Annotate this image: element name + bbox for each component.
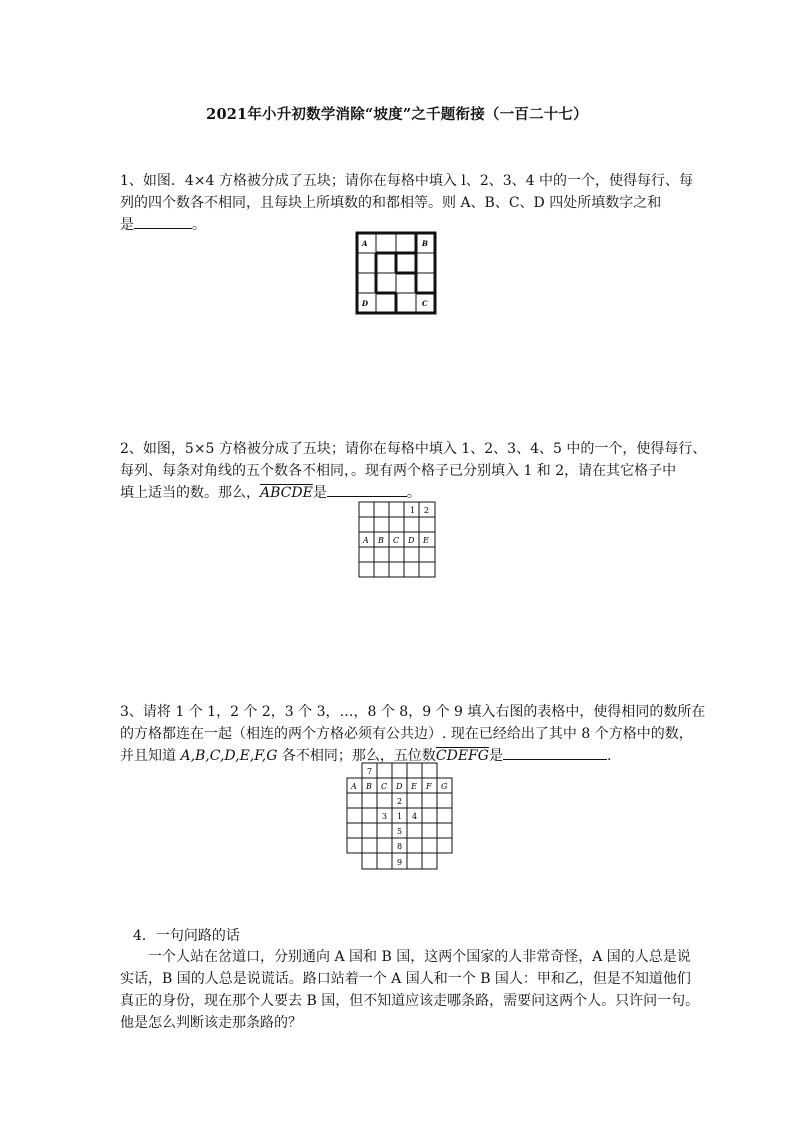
q3-label-c: C	[381, 782, 388, 791]
q2-line-3: 填上适当的数。那么，ABCDE是 。	[120, 482, 678, 504]
q4-line-1: 一个人站在岔道口，分别通向 A 国和 B 国，这两个国家的人非常奇怪，A 国的人总是说	[148, 949, 691, 965]
q3-label-b: B	[366, 782, 372, 791]
abcde-overline: ABCDE	[260, 485, 313, 501]
question-3	[120, 701, 706, 767]
q3-num-4: 4	[412, 812, 418, 821]
question-2	[120, 438, 707, 504]
answer-blank	[327, 482, 407, 497]
q2-line-1: 2、如图，5×5 方格被分成了五块；请你在每格中填入 1、2、3、4、5 中的一个，使得每行、	[120, 441, 707, 457]
page-title: 2021年小升初数学消除“坡度”之千题衔接（一百二十七）	[206, 106, 588, 123]
q1-line-2: 列的四个数各不相同，且每块上所填数的和都相等。则 A、B、C、D 四处所填数字之和	[120, 195, 662, 211]
q2-line-2: 每列、每条对角线的五个数各不相同，。现有两个格子已分别填入 1 和 2，请在其它格子中	[120, 463, 677, 479]
q3-top-7: 7	[367, 767, 373, 776]
q3-line-3: 并且知道 A,B,C,D,E,F,G 各不相同；那么，五位数CDEFG是 .	[120, 745, 678, 767]
q4-line-3: 真正的身份，现在那个人要去 B 国，但不知道应该走哪条路，需要问这两个人。只许问一句。	[120, 993, 700, 1009]
q1-label-b: B	[422, 239, 428, 248]
q3-num-9: 9	[397, 858, 403, 867]
q3-num-5: 5	[397, 827, 403, 836]
q2-label-b: B	[378, 536, 384, 545]
q3-line-2: 的方格都连在一起（相连的两个方格必须有公共边）. 现在已经给出了其中 8 个方格中的数，	[120, 726, 693, 742]
q3-label-d: D	[396, 782, 403, 791]
q3-num-3: 3	[382, 812, 388, 821]
q2-given-2: 2	[424, 506, 430, 515]
q3-grid	[345, 762, 457, 872]
q1-line-1: 1、如图．4×4 方格被分成了五块；请你在每格中填入 l、2、3、4 中的一个，使得每行、每	[120, 173, 693, 189]
q4-line-2: 实话，B 国的人总是说谎话。路口站着一个 A 国人和一个 B 国人：甲和乙，但是不知道他们	[120, 971, 691, 987]
cdefg-overline: CDEFG	[435, 748, 489, 764]
q3-num-2: 2	[397, 797, 403, 806]
q3-label-e: E	[411, 782, 417, 791]
q3-num-1: 1	[397, 812, 403, 821]
q3-label-f: F	[426, 782, 432, 791]
q1-grid	[354, 230, 438, 316]
q3-num-8: 8	[397, 842, 403, 851]
question-1	[120, 170, 693, 236]
q2-label-e: E	[423, 536, 429, 545]
q3-line-1: 3、请将 1 个 1，2 个 2，3 个 3，…，8 个 8，9 个 9 填入右图的表格中，使得相同的数所在	[120, 704, 706, 720]
question-4	[120, 946, 700, 1034]
q2-label-d: D	[408, 536, 415, 545]
q4-line-4: 他是怎么判断该走那条路的？	[120, 1015, 302, 1031]
answer-blank	[134, 214, 192, 229]
q2-label-c: C	[393, 536, 400, 545]
q4-heading: 4．一句问路的话	[133, 928, 240, 944]
answer-blank	[503, 745, 607, 760]
q3-label-g: G	[441, 782, 448, 791]
q1-label-d: D	[362, 299, 369, 308]
q1-label-c: C	[422, 299, 428, 308]
q2-given-1: 1	[410, 506, 416, 515]
q1-line-3: 是 。	[120, 214, 678, 236]
q3-label-a: A	[351, 782, 357, 791]
q1-label-a: A	[362, 239, 368, 248]
q2-grid	[358, 501, 438, 579]
q2-label-a: A	[363, 536, 369, 545]
